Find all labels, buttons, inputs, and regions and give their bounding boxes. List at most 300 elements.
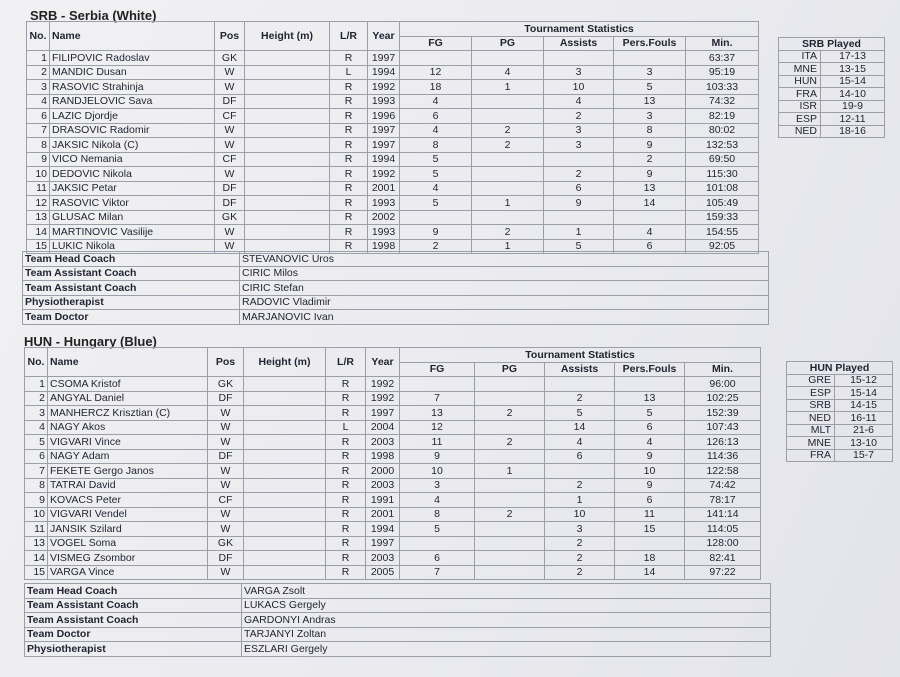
player-assists: 3	[544, 65, 614, 80]
staff-row	[25, 613, 771, 628]
played-match-row	[779, 113, 885, 126]
player-assists: 10	[545, 507, 615, 522]
player-hand: R	[326, 551, 366, 566]
player-height	[244, 507, 326, 522]
played-match-row	[779, 63, 885, 76]
player-year: 2002	[368, 210, 400, 225]
player-pg: 2	[475, 406, 545, 421]
player-row	[27, 138, 793, 153]
player-name: MANHERCZ Krisztian (C)	[48, 406, 208, 421]
player-assists: 1	[545, 493, 615, 508]
opponent-code: FRA	[779, 88, 821, 101]
player-row	[27, 196, 793, 211]
player-number: 2	[25, 391, 48, 406]
staff-name: MARJANOVIC Ivan	[240, 310, 769, 325]
srb-staff-table	[22, 251, 769, 325]
played-match-row	[787, 374, 893, 387]
player-fg: 9	[400, 225, 472, 240]
player-fouls: 2	[614, 152, 686, 167]
player-assists: 2	[545, 551, 615, 566]
row-spacer	[759, 181, 793, 196]
player-minutes: 103:33	[686, 80, 759, 95]
player-height	[245, 152, 330, 167]
player-minutes: 63:37	[686, 51, 759, 66]
staff-row	[25, 627, 771, 642]
player-year: 2003	[366, 478, 400, 493]
player-row	[25, 420, 771, 435]
player-minutes: 74:42	[685, 478, 761, 493]
player-assists: 4	[545, 435, 615, 450]
player-name: VIGVARI Vince	[48, 435, 208, 450]
player-row	[25, 522, 771, 537]
player-fouls: 9	[614, 138, 686, 153]
col-fg-header: FG	[400, 36, 472, 51]
player-fg: 12	[400, 65, 472, 80]
row-spacer	[761, 478, 771, 493]
match-score: 13-15	[821, 63, 885, 76]
player-assists: 4	[544, 94, 614, 109]
player-year: 1992	[368, 167, 400, 182]
opponent-code: MLT	[787, 424, 835, 437]
player-fg: 18	[400, 80, 472, 95]
player-height	[245, 94, 330, 109]
player-height	[245, 210, 330, 225]
row-spacer	[761, 493, 771, 508]
player-name: LUKIC Nikola	[50, 239, 215, 254]
row-spacer	[761, 377, 771, 392]
player-height	[244, 377, 326, 392]
player-minutes: 115:30	[686, 167, 759, 182]
player-fg	[400, 377, 475, 392]
player-position: W	[208, 522, 244, 537]
player-year: 1991	[366, 493, 400, 508]
player-fouls	[614, 210, 686, 225]
player-pg: 2	[472, 138, 544, 153]
player-year: 1993	[368, 225, 400, 240]
player-pg: 2	[475, 507, 545, 522]
player-assists	[544, 152, 614, 167]
player-number: 13	[25, 536, 48, 551]
player-name: CSOMA Kristof	[48, 377, 208, 392]
player-number: 6	[27, 109, 50, 124]
staff-role: Team Doctor	[25, 627, 242, 642]
match-score: 14-15	[835, 399, 893, 412]
player-name: KOVACS Peter	[48, 493, 208, 508]
player-name: VARGA Vince	[48, 565, 208, 580]
player-minutes: 102:25	[685, 391, 761, 406]
player-minutes: 128:00	[685, 536, 761, 551]
player-pg	[472, 51, 544, 66]
player-hand: R	[326, 435, 366, 450]
player-number: 14	[25, 551, 48, 566]
player-hand: R	[330, 109, 368, 124]
player-height	[244, 551, 326, 566]
opponent-code: ESP	[779, 113, 821, 126]
player-number: 2	[27, 65, 50, 80]
player-year: 2000	[366, 464, 400, 479]
player-row	[27, 123, 793, 138]
row-spacer	[761, 420, 771, 435]
player-hand: R	[326, 391, 366, 406]
opponent-code: GRE	[787, 374, 835, 387]
col-assists-header: Assists	[544, 36, 614, 51]
player-number: 10	[27, 167, 50, 182]
player-fg: 2	[400, 239, 472, 254]
player-row	[27, 225, 793, 240]
player-name: RASOVIC Viktor	[50, 196, 215, 211]
staff-name: LUKACS Gergely	[242, 598, 771, 613]
player-height	[244, 478, 326, 493]
player-height	[245, 196, 330, 211]
row-spacer	[761, 391, 771, 406]
player-row	[25, 551, 771, 566]
player-name: VOGEL Soma	[48, 536, 208, 551]
match-score: 12-11	[821, 113, 885, 126]
col-lr-header: L/R	[326, 348, 366, 377]
player-hand: R	[326, 449, 366, 464]
player-pg: 2	[472, 123, 544, 138]
player-fouls: 3	[614, 65, 686, 80]
played-match-row	[787, 412, 893, 425]
col-assists-header: Assists	[545, 362, 615, 377]
player-fg: 3	[400, 478, 475, 493]
played-match-row	[779, 75, 885, 88]
player-fg: 11	[400, 435, 475, 450]
staff-name: RADOVIC Vladimir	[240, 295, 769, 310]
staff-row	[23, 266, 769, 281]
player-number: 4	[27, 94, 50, 109]
player-year: 1993	[368, 196, 400, 211]
row-spacer	[761, 551, 771, 566]
player-number: 4	[25, 420, 48, 435]
player-name: VICO Nemania	[50, 152, 215, 167]
row-spacer	[761, 464, 771, 479]
match-score: 15-14	[821, 75, 885, 88]
player-pg	[472, 167, 544, 182]
player-minutes: 92:05	[686, 239, 759, 254]
staff-role: Team Assistant Coach	[23, 266, 240, 281]
player-fg: 4	[400, 493, 475, 508]
player-height	[245, 225, 330, 240]
player-pg: 1	[475, 464, 545, 479]
player-number: 1	[25, 377, 48, 392]
played-match-row	[787, 424, 893, 437]
player-position: DF	[215, 196, 245, 211]
player-pg	[475, 420, 545, 435]
player-fg: 6	[400, 109, 472, 124]
player-fouls: 5	[615, 406, 685, 421]
player-position: W	[215, 80, 245, 95]
player-number: 7	[25, 464, 48, 479]
srb-roster-table	[26, 21, 793, 254]
player-name: FEKETE Gergo Janos	[48, 464, 208, 479]
player-fouls: 9	[614, 167, 686, 182]
player-year: 1997	[368, 138, 400, 153]
player-hand: L	[330, 65, 368, 80]
player-position: GK	[208, 377, 244, 392]
player-pg	[472, 181, 544, 196]
player-assists: 2	[545, 478, 615, 493]
col-height-header: Height (m)	[244, 348, 326, 377]
player-hand: R	[326, 536, 366, 551]
player-fouls: 4	[615, 435, 685, 450]
staff-row	[25, 598, 771, 613]
player-position: CF	[215, 152, 245, 167]
staff-row	[23, 310, 769, 325]
player-year: 2004	[366, 420, 400, 435]
row-spacer	[759, 210, 793, 225]
player-assists: 5	[544, 239, 614, 254]
player-position: DF	[208, 551, 244, 566]
player-fouls: 13	[615, 391, 685, 406]
player-name: VIGVARI Vendel	[48, 507, 208, 522]
opponent-code: NED	[787, 412, 835, 425]
player-hand: R	[330, 225, 368, 240]
hun-roster-table	[24, 347, 771, 580]
played-match-row	[779, 88, 885, 101]
player-number: 5	[25, 435, 48, 450]
player-year: 2003	[366, 435, 400, 450]
player-pg	[475, 493, 545, 508]
player-fg: 7	[400, 391, 475, 406]
player-assists	[545, 464, 615, 479]
col-height-header: Height (m)	[245, 22, 330, 51]
player-year: 2001	[368, 181, 400, 196]
player-assists	[544, 210, 614, 225]
player-year: 1994	[366, 522, 400, 537]
player-height	[244, 493, 326, 508]
player-minutes: 97:22	[685, 565, 761, 580]
player-year: 1992	[366, 377, 400, 392]
col-pos-header: Pos	[215, 22, 245, 51]
player-fouls: 14	[615, 565, 685, 580]
player-fg: 10	[400, 464, 475, 479]
player-name: LAZIC Djordje	[50, 109, 215, 124]
player-minutes: 82:41	[685, 551, 761, 566]
player-position: W	[208, 435, 244, 450]
player-position: W	[215, 239, 245, 254]
player-name: NAGY Adam	[48, 449, 208, 464]
opponent-code: ESP	[787, 387, 835, 400]
staff-name: TARJANYI Zoltan	[242, 627, 771, 642]
played-match-row	[787, 437, 893, 450]
player-height	[244, 435, 326, 450]
player-height	[244, 565, 326, 580]
player-assists: 9	[544, 196, 614, 211]
player-fouls	[615, 377, 685, 392]
player-minutes: 107:43	[685, 420, 761, 435]
col-pos-header: Pos	[208, 348, 244, 377]
player-height	[244, 420, 326, 435]
player-assists	[544, 51, 614, 66]
player-row	[27, 94, 793, 109]
col-no-header: No.	[25, 348, 48, 377]
player-assists: 2	[545, 536, 615, 551]
player-pg: 2	[475, 435, 545, 450]
player-year: 1996	[368, 109, 400, 124]
player-row	[25, 406, 771, 421]
player-position: W	[215, 225, 245, 240]
player-fg: 12	[400, 420, 475, 435]
staff-role: Team Head Coach	[23, 252, 240, 267]
player-row	[27, 80, 793, 95]
row-spacer	[761, 449, 771, 464]
player-row	[27, 65, 793, 80]
player-name: FILIPOVIC Radoslav	[50, 51, 215, 66]
col-min-header: Min.	[686, 36, 759, 51]
player-year: 1997	[368, 123, 400, 138]
opponent-code: HUN	[779, 75, 821, 88]
player-number: 6	[25, 449, 48, 464]
player-fg: 9	[400, 449, 475, 464]
player-minutes: 74:32	[686, 94, 759, 109]
player-row	[27, 181, 793, 196]
player-row	[27, 51, 793, 66]
player-minutes: 80:02	[686, 123, 759, 138]
player-pg	[472, 152, 544, 167]
opponent-code: MNE	[779, 63, 821, 76]
player-fouls: 9	[615, 478, 685, 493]
player-name: JAKSIC Petar	[50, 181, 215, 196]
player-position: DF	[208, 449, 244, 464]
opponent-code: ISR	[779, 100, 821, 113]
row-spacer	[759, 196, 793, 211]
player-row	[25, 493, 771, 508]
player-position: DF	[215, 94, 245, 109]
player-position: GK	[208, 536, 244, 551]
player-year: 1997	[368, 51, 400, 66]
staff-name: GARDONYI Andras	[242, 613, 771, 628]
player-number: 3	[25, 406, 48, 421]
player-year: 1994	[368, 65, 400, 80]
col-fg-header: FG	[400, 362, 475, 377]
player-year: 1998	[366, 449, 400, 464]
player-minutes: 159:33	[686, 210, 759, 225]
player-position: GK	[215, 210, 245, 225]
player-year: 1997	[366, 406, 400, 421]
player-row	[25, 391, 771, 406]
player-name: JANSIK Szilard	[48, 522, 208, 537]
player-year: 2001	[366, 507, 400, 522]
player-number: 8	[27, 138, 50, 153]
player-assists: 14	[545, 420, 615, 435]
player-height	[244, 536, 326, 551]
player-minutes: 152:39	[685, 406, 761, 421]
player-name: TATRAI David	[48, 478, 208, 493]
match-score: 19-9	[821, 100, 885, 113]
player-pg	[475, 551, 545, 566]
player-year: 1994	[368, 152, 400, 167]
player-row	[25, 536, 771, 551]
player-pg	[475, 536, 545, 551]
player-position: W	[215, 167, 245, 182]
player-height	[244, 464, 326, 479]
player-minutes: 154:55	[686, 225, 759, 240]
player-hand: R	[326, 377, 366, 392]
player-assists: 3	[544, 138, 614, 153]
col-lr-header: L/R	[330, 22, 368, 51]
player-fg	[400, 536, 475, 551]
player-number: 9	[27, 152, 50, 167]
srb-team-title: SRB - Serbia (White)	[30, 8, 157, 23]
player-pg	[475, 522, 545, 537]
player-fg: 4	[400, 181, 472, 196]
player-fouls: 5	[614, 80, 686, 95]
player-minutes: 82:19	[686, 109, 759, 124]
player-height	[245, 80, 330, 95]
player-hand: R	[330, 210, 368, 225]
opponent-code: NED	[779, 125, 821, 138]
player-hand: R	[330, 239, 368, 254]
row-spacer	[759, 167, 793, 182]
col-pg-header: PG	[472, 36, 544, 51]
player-hand: R	[326, 464, 366, 479]
player-pg	[472, 109, 544, 124]
row-spacer	[761, 536, 771, 551]
hun-played-table	[786, 361, 893, 462]
played-match-row	[779, 125, 885, 138]
staff-name: VARGA Zsolt	[242, 584, 771, 599]
player-pg: 1	[472, 239, 544, 254]
player-height	[244, 449, 326, 464]
player-hand: R	[326, 565, 366, 580]
player-name: MANDIC Dusan	[50, 65, 215, 80]
col-no-header: No.	[27, 22, 50, 51]
player-height	[245, 51, 330, 66]
player-fg: 4	[400, 123, 472, 138]
staff-role: Team Assistant Coach	[25, 598, 242, 613]
staff-row	[23, 252, 769, 267]
player-minutes: 69:50	[686, 152, 759, 167]
player-height	[245, 109, 330, 124]
player-pg: 1	[472, 196, 544, 211]
player-hand: R	[326, 522, 366, 537]
row-spacer	[761, 406, 771, 421]
player-pg	[472, 94, 544, 109]
player-number: 13	[27, 210, 50, 225]
played-match-row	[787, 399, 893, 412]
player-assists: 6	[545, 449, 615, 464]
player-height	[245, 167, 330, 182]
staff-row	[23, 281, 769, 296]
tournament-stats-header: Tournament Statistics	[400, 348, 761, 363]
player-fg: 13	[400, 406, 475, 421]
player-assists: 10	[544, 80, 614, 95]
player-hand: L	[326, 420, 366, 435]
player-pg	[472, 210, 544, 225]
player-fg: 5	[400, 152, 472, 167]
player-minutes: 101:08	[686, 181, 759, 196]
match-score: 15-12	[835, 374, 893, 387]
tournament-stats-header: Tournament Statistics	[400, 22, 759, 37]
player-number: 14	[27, 225, 50, 240]
player-position: W	[208, 420, 244, 435]
player-number: 8	[25, 478, 48, 493]
player-fouls: 13	[614, 181, 686, 196]
player-fouls: 10	[615, 464, 685, 479]
player-number: 15	[27, 239, 50, 254]
player-hand: R	[330, 94, 368, 109]
srb-played-title: SRB Played	[779, 38, 885, 51]
staff-name: STEVANOVIC Uros	[240, 252, 769, 267]
player-position: W	[208, 464, 244, 479]
player-assists: 5	[545, 406, 615, 421]
player-hand: R	[326, 406, 366, 421]
col-year-header: Year	[366, 348, 400, 377]
col-fouls-header: Pers.Fouls	[614, 36, 686, 51]
col-pg-header: PG	[475, 362, 545, 377]
player-height	[245, 138, 330, 153]
